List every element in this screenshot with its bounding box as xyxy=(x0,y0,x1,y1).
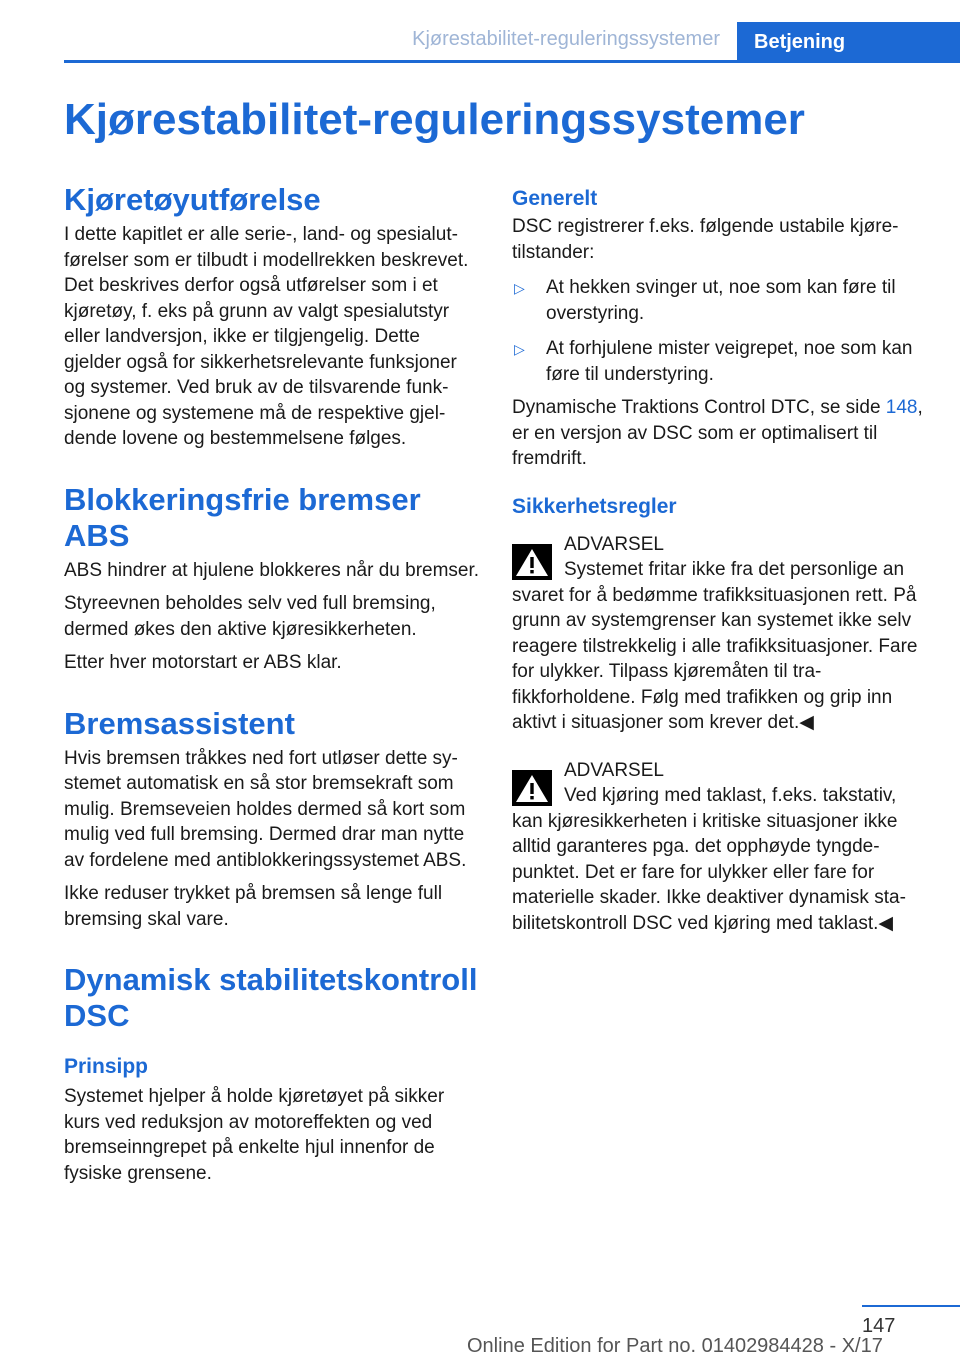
warning-title: ADVARSEL xyxy=(564,533,664,555)
header-section-title: Kjørestabilitet-reguleringssystemer xyxy=(412,28,720,50)
dtc-text-after: , er en versjon av DSC som er optimalisert til fremdrift. xyxy=(512,397,923,469)
abs-text-2: Styreevnen beholdes selv ved full bremsing, dermed økes den aktive kjøresikkerheten. xyxy=(64,593,436,640)
warning-text-lead: Ved kjøring med taklast, f.eks. takstativ, xyxy=(564,785,897,806)
page-title: Kjørestabilitet-reguleringssystemer xyxy=(64,95,805,144)
left-column xyxy=(64,182,482,1186)
brake-assist-text-1: Hvis bremsen tråkkes ned fort utløser dette systemet automatisk en så stor bremsekraft som mulig. Bremseveien holdes dermed så kort som mulig ved full bremsing. Dermed drar man nytte av fordelene med antiblokkeringssystemet ABS. xyxy=(64,747,467,871)
dsc-text: Systemet hjelper å holde kjøretøyet på sikker kurs ved reduksjon av motoreffekten og ved bremseinngrepet på enkelte hjul innenfor de fysiske grensene. xyxy=(64,1086,445,1184)
dsc-heading: Dynamisk stabilitetskontroll DSC xyxy=(64,962,478,1033)
vehicle-text: I dette kapitlet er alle serie-, land- og spesialutførelser som er tilbudt i modellrekken beskrevet. Det beskrives derfor også utførelser som i et kjøretøy, f. eks på grunn av valgt spesialutstyr eller landversjon, ikke er tilgjengelig. Dette gjelder også for sikkerhetsrelevante funksjoner og systemer. Ved bruk av de tilsvarende funksjonene og systemene må de respektive gjeldende lovene og bestemmelsene følges. xyxy=(64,224,469,449)
general-intro: DSC registrerer f.eks. følgende ustabile kjøretilstander: xyxy=(512,216,899,263)
edition-note: Online Edition for Part no. 01402984428 - X/17 xyxy=(467,1335,883,1357)
warning-block xyxy=(512,758,932,937)
triangle-bullet-icon: ▷ xyxy=(514,341,525,357)
vehicle-heading: Kjøretøyutførelse xyxy=(64,182,321,217)
dsc-subheading: Prinsipp xyxy=(64,1055,149,1078)
list-item xyxy=(512,336,932,387)
warning-title: ADVARSEL xyxy=(564,759,664,781)
warning-block xyxy=(512,532,932,736)
dtc-text-before: Dynamische Traktions Control DTC, se side xyxy=(512,397,886,418)
warning-icon xyxy=(512,770,552,806)
abs-text-3: Etter hver motorstart er ABS klar. xyxy=(64,652,342,673)
brake-assist-heading: Bremsassistent xyxy=(64,705,295,741)
abs-heading: Blokkeringsfrie bremser ABS xyxy=(64,481,421,553)
list-item xyxy=(512,275,932,326)
warning-text-body: svaret for å bedømme trafikksituasjonen rett. På grunn av systemgrenser kan systemet ikke selv reagere tilstrekkelig i alle trafikksituasjoner. Fare for ulykker. Tilpass kjøremåten til trafikkforholdene. Følg med trafikken og grip inn aktivt i situasjoner som krever det.◀ xyxy=(512,584,918,733)
triangle-bullet-icon: ▷ xyxy=(514,280,525,296)
page-number: 147 xyxy=(862,1315,896,1337)
page-link[interactable]: 148 xyxy=(885,397,918,418)
warning-icon xyxy=(512,544,552,580)
warning-text xyxy=(512,783,932,936)
general-heading: Generelt xyxy=(512,187,598,210)
right-column xyxy=(512,182,932,936)
header-chapter-tab[interactable] xyxy=(737,22,960,60)
abs-text-1: ABS hindrer at hjulene blokkeres når du bremser. xyxy=(64,559,480,581)
list-item-text: At forhjulene mister veigrepet, noe som kan føre til understyring. xyxy=(546,338,913,385)
warning-text-lead: Systemet fritar ikke fra det personlige an xyxy=(564,559,905,580)
warning-text xyxy=(512,557,932,736)
safety-heading: Sikkerhetsregler xyxy=(512,494,677,518)
header-rule xyxy=(64,60,960,63)
header-chapter-label: Betjening xyxy=(754,31,846,53)
brake-assist-text-2: Ikke reduser trykket på bremsen så lenge full bremsing skal vare. xyxy=(64,883,443,930)
warning-text-body: kan kjøresikkerheten i kritiske situasjoner ikke alltid garanteres pga. det opphøyde tyngdepunktet. Det er fare for ulykker eller fare for materielle skader. Ikke deaktiver dynamisk stabilitetskontroll DSC ved kjøring med taklast.◀ xyxy=(512,810,906,934)
footer-rule xyxy=(862,1305,960,1307)
dtc-paragraph xyxy=(512,395,932,472)
list-item-text: At hekken svinger ut, noe som kan føre til overstyring. xyxy=(546,277,896,324)
